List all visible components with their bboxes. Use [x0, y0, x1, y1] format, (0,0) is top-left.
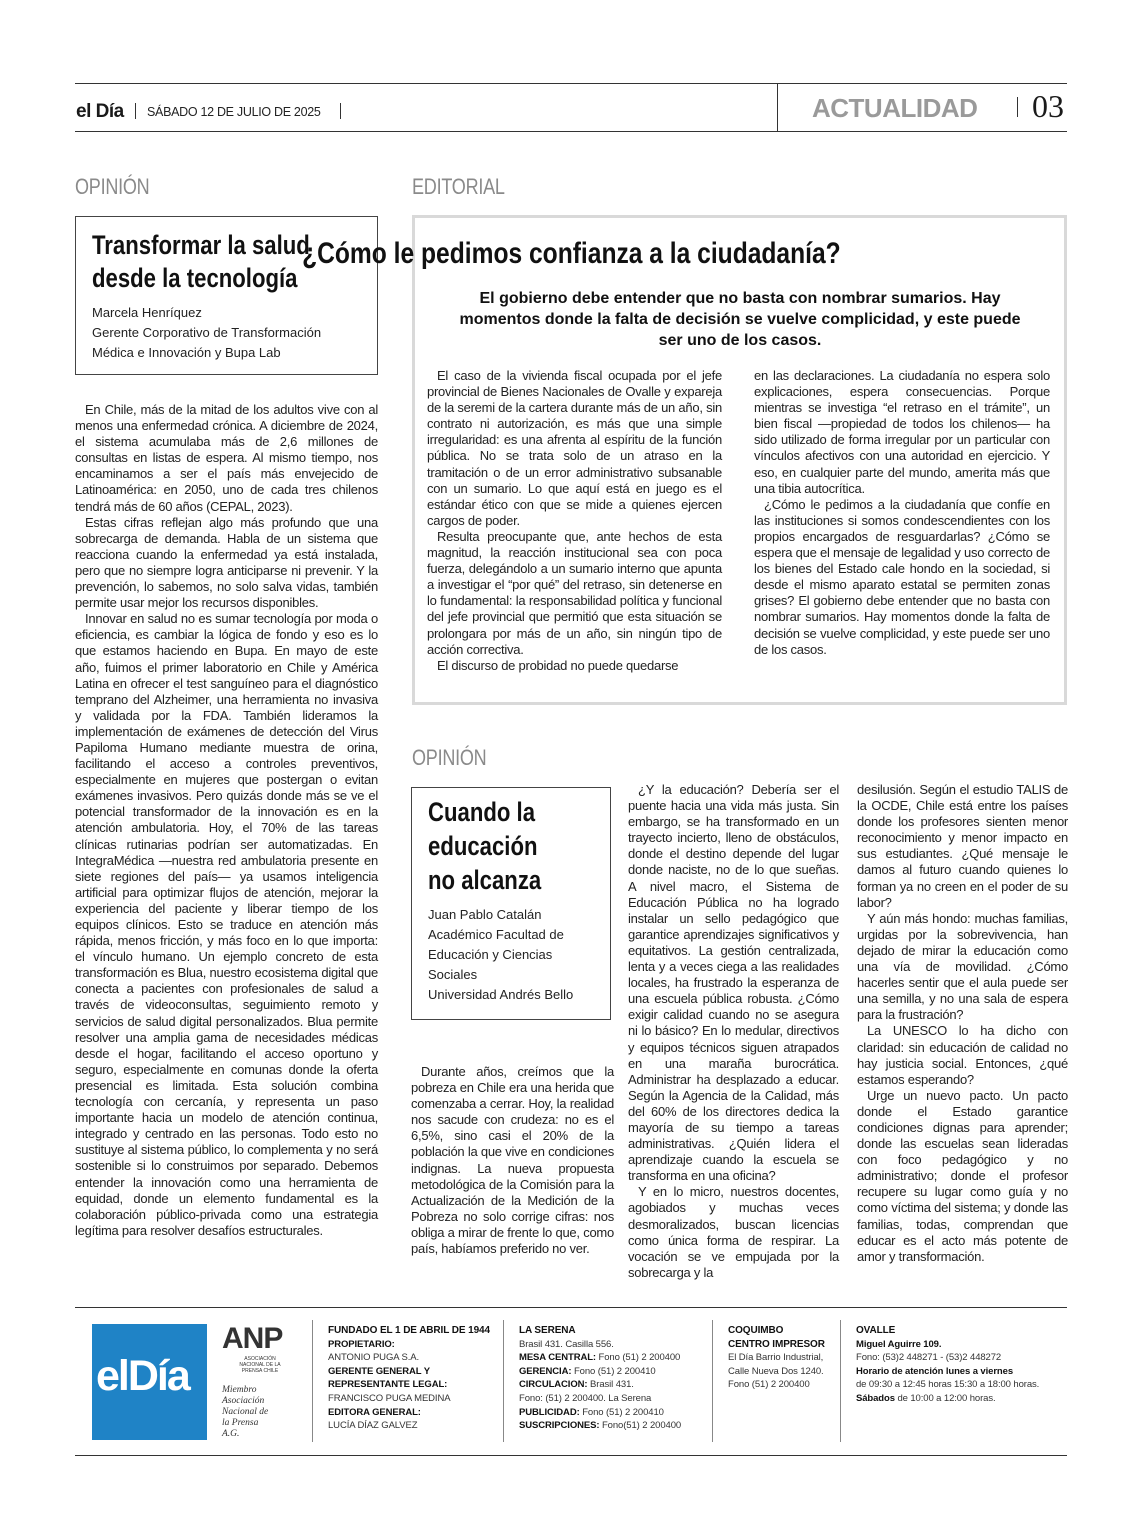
footer-divider [503, 1320, 504, 1442]
footer-staff [328, 1324, 503, 1433]
phone-label: CIRCULACION: [519, 1379, 588, 1391]
paragraph: Urge un nuevo pacto. Un pacto donde el Estado garantice condiciones dignas para aprender; donde las escuelas sean lideradas con foco pedagógico y no administrativo; donde el profesor recupere su lugar como guía y no como víctima del sistema; y donde las familias, todas, comprendan que educar es el acto más potente de amor y transformación. [857, 1087, 1068, 1264]
author-name: Juan Pablo Catalán [428, 907, 542, 922]
hours-text: de 09:30 a 12:45 horas 15:30 a 18:00 horas. [856, 1379, 1040, 1391]
author-role: Médica e Innovación y Bupa Lab [92, 345, 281, 360]
manager-name: FRANCISCO PUGA MEDINA [328, 1392, 451, 1404]
paragraph: Resulta preocupante que, ante hechos de esta magnitud, la reacción institucional sea con poca fuerza, delegándolo a un sumario interno que apunta a investigar el “por qué” del retraso, sin detenerse en lo fundamental: la responsabilidad política y funcional del jefe provincial que permitió que esta situación se prolongara por más de un año, sin ningún tipo de acción correctiva. [427, 528, 722, 657]
footer-divider [712, 1320, 713, 1442]
hours-text: de 10:00 a 12:00 horas. [897, 1392, 996, 1404]
page-number: 03 [1032, 88, 1064, 124]
paragraph: En Chile, más de la mitad de los adultos vive con al menos una enfermedad crónica. A diciembre de 2024, el sistema acumulaba más de 2,6 millones de consultas en listas de espera. Al mismo tiempo, nos encaminamos a ser el país más envejecido de Latinoamérica: en 2050, uno de cada tres chilenos tendrá más de 60 años (CEPAL, 2023). [75, 402, 378, 514]
opinion-body [75, 402, 378, 1239]
footer-coquimbo [728, 1324, 838, 1392]
opinion-headline-box [411, 787, 611, 1020]
opinion-title [428, 795, 541, 897]
paragraph: El discurso de probidad no puede quedarse [437, 657, 679, 673]
author-role: Universidad Andrés Bello [428, 987, 574, 1002]
header-divider [340, 103, 341, 119]
paragraph: La UNESCO lo ha dicho con claridad: sin educación de calidad no hay justicia social. Entonces, ¿qué estamos esperando? [857, 1023, 1068, 1087]
header-divider [135, 103, 136, 119]
phone-number: Fono: (51) 2 200400. La Serena [519, 1392, 652, 1404]
paragraph: Y aún más hondo: muchas familias, urgidas por la sobrevivencia, han dejado de mirar la educación como una vía de movilidad. ¿Cómo hacerles sentir que el aula puede ser una semilla, y no una sala de espera para la frustración? [857, 910, 1068, 1023]
footer-divider [312, 1320, 313, 1442]
footer-top-rule [75, 1307, 1067, 1308]
phone-label: SUSCRIPCIONES: [519, 1420, 600, 1432]
section-name: ACTUALIDAD [812, 93, 978, 123]
opinion-author [428, 905, 573, 1005]
paragraph: Innovar en salud no es sumar tecnología por moda o eficiencia, es cambiar la lógica de fondo y eso es lo que estamos haciendo en Bupa. En mayo de este año, fuimos el primer laboratorio en Chile y América Latina en ofrecer el test sanguíneo para el diagnóstico temprano del Alzheimer, una herramienta no invasiva y validada por la FDA. También lideramos la implementación de exámenes de detección del Virus Papiloma Humano mediante muestra de orina, facilitando el acceso a controles preventivos, especialmente en mujeres que postergan o evitan exámenes invasivos. Pero quizás donde más se ve el potencial transformador de la innovación es en la atención ambulatoria. Hoy, el 70% de las tareas clínicas rutinarias podrían ser automatizadas. En IntegraMédica —nuestra red ambulatoria presente en siete regiones del país— ya usamos inteligencia artificial para optimizar flujos de atención, mejorar la experiencia del paciente y liberar tiempo de los equipos clínicos. Esto se traduce en atención más rápida, menos fricción, y más foco en lo que importa: el vínculo humano. Un ejemplo concreto de esta transformación es Blua, nuestro ecosistema digital que conecta a pacientes con profesionales de salud a través de videoconsultas, seguimiento remoto y servicios de salud digital personalizados. Blua permite resolver una amplia gama de necesidades médicas desde el hogar, facilitando el acceso oportuno y seguro, especialmente en comunas donde la oferta presencial es limitada. Esta solución combina tecnología con cercanía, y representa un paso importante hacia un modelo de atención continua, integrado y centrado en las personas. Todo esto no sustituye al sistema público, lo complementa y no será sostenible si lo construimos por separado. Debemos entender la innovación como una herramienta de equidad, donde un elemento fundamental es la colaboración público-privada como una estrategia legítima para resolver desafíos estructurales. [75, 611, 378, 1238]
title-line: Cuando la [428, 797, 536, 827]
author-role: Gerente Corporativo de Transformación [92, 325, 322, 340]
paragraph: Y en lo micro, nuestros docentes, agobiados y muchas veces desmoralizados, buscan licencias como única forma de respirar. La vocación se ve empujada por la sobrecarga y la [628, 1184, 839, 1280]
paragraph: El caso de la vivienda fiscal ocupada por el jefe provincial de Bienes Nacionales de Ovalle y expareja de la seremi de la cartera durante más de un año, sin contrato ni autorización, es más que una simple irregularidad: es una afrenta al espíritu de la función pública. No se trata solo de un atraso en la tramitación o de un error administrativo subsanable con un sumario. Lo que aquí está en juego es el estándar ético con que se mide a quienes ejercen cargos de poder. [427, 368, 722, 528]
paragraph: ¿Y la educación? Debería ser el puente hacia una vida más justa. Sin embargo, se ha transformado en un trayecto incierto, lleno de obstáculos, donde el destino depende del lugar donde naciste, no de lo que sueñas. A nivel macro, el Sistema de Educación Pública no ha logrado instalar un sello pedagógico que garantice aprendizajes significativos y equitativos. La gestión centralizada, lenta y a veces ciega a las realidades locales, ha frustrado la esperanza de una escuela pública robusta. ¿Cómo exigir calidad cuando no se asegura ni lo básico? En lo medular, directivos y equipos técnicos siguen atrapados en una maraña burocrática. Administrar ha desplazado a educar. Según la Agencia de la Calidad, más del 60% de los directores dedica la mayoría de su tiempo a tareas administrativas. ¿Quién lidera el aprendizaje cuando la escuela se transforma en una oficina? [628, 782, 839, 1184]
phone-number: Fono (51) 2 200410 [573, 1365, 656, 1377]
header-divider [1017, 97, 1018, 117]
hours-label: Horario de atención lunes a viernes [856, 1365, 1013, 1377]
opinion-column [628, 782, 839, 1281]
editorial-subtitle: El gobierno debe entender que no basta con nombrar sumarios. Hay momentos donde la falta de decisión se vuelve complicidad, y este puede ser uno de los casos. [459, 290, 1021, 349]
office-address: El Día Barrio Industrial, [728, 1352, 824, 1364]
phone-number: Fono (51) 2 200410 [582, 1406, 664, 1418]
manager-label: GERENTE GENERAL Y [328, 1365, 430, 1377]
author-name: Marcela Henríquez [92, 305, 202, 320]
office-title: OVALLE [856, 1325, 896, 1336]
editorial-column [427, 368, 722, 674]
phone-number: Fono: (53)2 448271 - (53)2 448272 [856, 1352, 1002, 1364]
editor-name: LUCÍA DÍAZ GALVEZ [328, 1420, 418, 1432]
phone-label: GERENCIA: [519, 1365, 572, 1377]
office-title: COQUIMBO [728, 1325, 784, 1336]
opinion-kicker: OPINIÓN [412, 745, 487, 770]
owner-name: ANTONIO PUGA S.A. [328, 1352, 420, 1364]
logo-text: elDía [96, 1352, 189, 1400]
header-top-rule [75, 83, 1067, 84]
header-divider [777, 83, 778, 131]
phone-label: MESA CENTRAL: [519, 1352, 596, 1364]
opinion-column [857, 782, 1068, 1265]
footer-divider [840, 1320, 841, 1442]
title-line: educación [428, 831, 538, 861]
office-address: Brasil 431. [590, 1379, 634, 1391]
owner-label: PROPIETARIO: [328, 1338, 395, 1350]
manager-label: REPRESENTANTE LEGAL: [328, 1379, 448, 1391]
member-note [222, 1385, 297, 1440]
office-address: Calle Nueva Dos 1240. [728, 1365, 824, 1377]
founded-note: FUNDADO EL 1 DE ABRIL DE 1944 [328, 1325, 490, 1336]
member-line: la Prensa [222, 1418, 259, 1428]
anp-caption: ASOCIACIÓN NACIONAL DE LA PRENSA CHILE [239, 1356, 281, 1374]
member-line: Miembro [222, 1385, 257, 1395]
editor-label: EDITORA GENERAL: [328, 1406, 421, 1418]
paragraph: en las declaraciones. La ciudadanía no espera solo explicaciones, espera consecuencias. Porque mientras se investiga “el retraso en el trámite”, un bien fiscal —propiedad de todos los chilenos— ha sido utilizado de forma irregular por un particular con vínculos afectivos con una autoridad en ejercicio. Y eso, en cualquier parte del mundo, amerita más que una tibia autocrítica. [754, 368, 1050, 496]
editorial-kicker: EDITORIAL [412, 174, 505, 199]
masthead: el Día [76, 101, 124, 122]
hours-label: Sábados [856, 1392, 895, 1404]
title-line: no alcanza [428, 865, 542, 895]
phone-number: Fono (51) 2 200400 [728, 1379, 810, 1391]
member-line: Nacional de [222, 1407, 269, 1417]
phone-number: Fono (51) 2 200400 [598, 1352, 681, 1364]
footer-la-serena [519, 1324, 704, 1433]
paragraph: Estas cifras reflejan algo más profundo que una sobrecarga de demanda. Habla de un sistema que reacciona cuando la enfermedad ya está instalada, pero que no siempre logra anticiparse ni prevenir. Y la prevención, lo sabemos, no solo salva vidas, también permite usar mejor los recursos disponibles. [75, 514, 378, 611]
editorial-title [0, 237, 1142, 271]
footer-bottom-rule [75, 1455, 1067, 1456]
opinion-author [92, 303, 321, 363]
office-address: Brasil 431. Casilla 556. [519, 1338, 614, 1350]
phone-number: Fono(51) 2 200400 [601, 1420, 682, 1432]
author-role: Educación y Ciencias [428, 947, 553, 962]
office-title: LA SERENA [519, 1325, 576, 1336]
paragraph: desilusión. Según el estudio TALIS de la OCDE, Chile está entre los países donde los profesores sienten menor reconocimiento y menor impacto en sus estudiantes. ¿Qué mensaje le damos al futuro cuando quienes lo forman ya no creen en el poder de su labor? [857, 782, 1068, 910]
author-role: Sociales [428, 967, 478, 982]
header-bottom-rule [75, 131, 1067, 132]
title-line: desde la tecnología [92, 262, 298, 293]
office-subtitle: CENTRO IMPRESOR [728, 1338, 825, 1350]
office-address: Miguel Aguirre 109. [856, 1338, 942, 1350]
editorial-title-text: ¿Cómo le pedimos confianza a la ciudadanía? [301, 237, 841, 270]
author-role: Académico Facultad de [428, 927, 564, 942]
phone-label: PUBLICIDAD: [519, 1406, 580, 1418]
member-line: A.G. [222, 1429, 240, 1439]
title-line: Transformar la salud [92, 230, 310, 260]
paragraph: ¿Cómo le pedimos a la ciudadanía que confíe en las instituciones si somos condescendientes con los propios encargados de resguardarlas? ¿Cómo se espera que el mensaje de legalidad y uso correcto de los bienes del Estado cale hondo en la sociedad, si desde el mismo aparato estatal se permiten zonas grises? El gobierno debe entender que no basta con nombrar sumarios. Hay momentos donde la falta de decisión se vuelve complicidad, y este puede ser uno de los casos. [754, 496, 1050, 657]
editorial-column [754, 368, 1050, 658]
paragraph: Durante años, creímos que la pobreza en Chile era una herida que comenzaba a cerrar. Hoy, la realidad nos sacude con crudeza: no es el 6,5%, sino casi el 20% de la población la que vive en condiciones indignas. La nueva propuesta metodológica de la Comisión para la Actualización de la Medición de la Pobreza no solo corrige cifras: nos obliga a mirar de frente lo que, como país, habíamos preferido no ver. [411, 1064, 614, 1257]
opinion-kicker: OPINIÓN [75, 174, 150, 199]
issue-date: SÁBADO 12 DE JULIO DE 2025 [147, 105, 321, 119]
footer-ovalle [856, 1324, 1061, 1406]
anp-logo: ANP [222, 1322, 283, 1355]
member-line: Asociación [222, 1396, 265, 1406]
opinion-column [411, 1064, 614, 1257]
